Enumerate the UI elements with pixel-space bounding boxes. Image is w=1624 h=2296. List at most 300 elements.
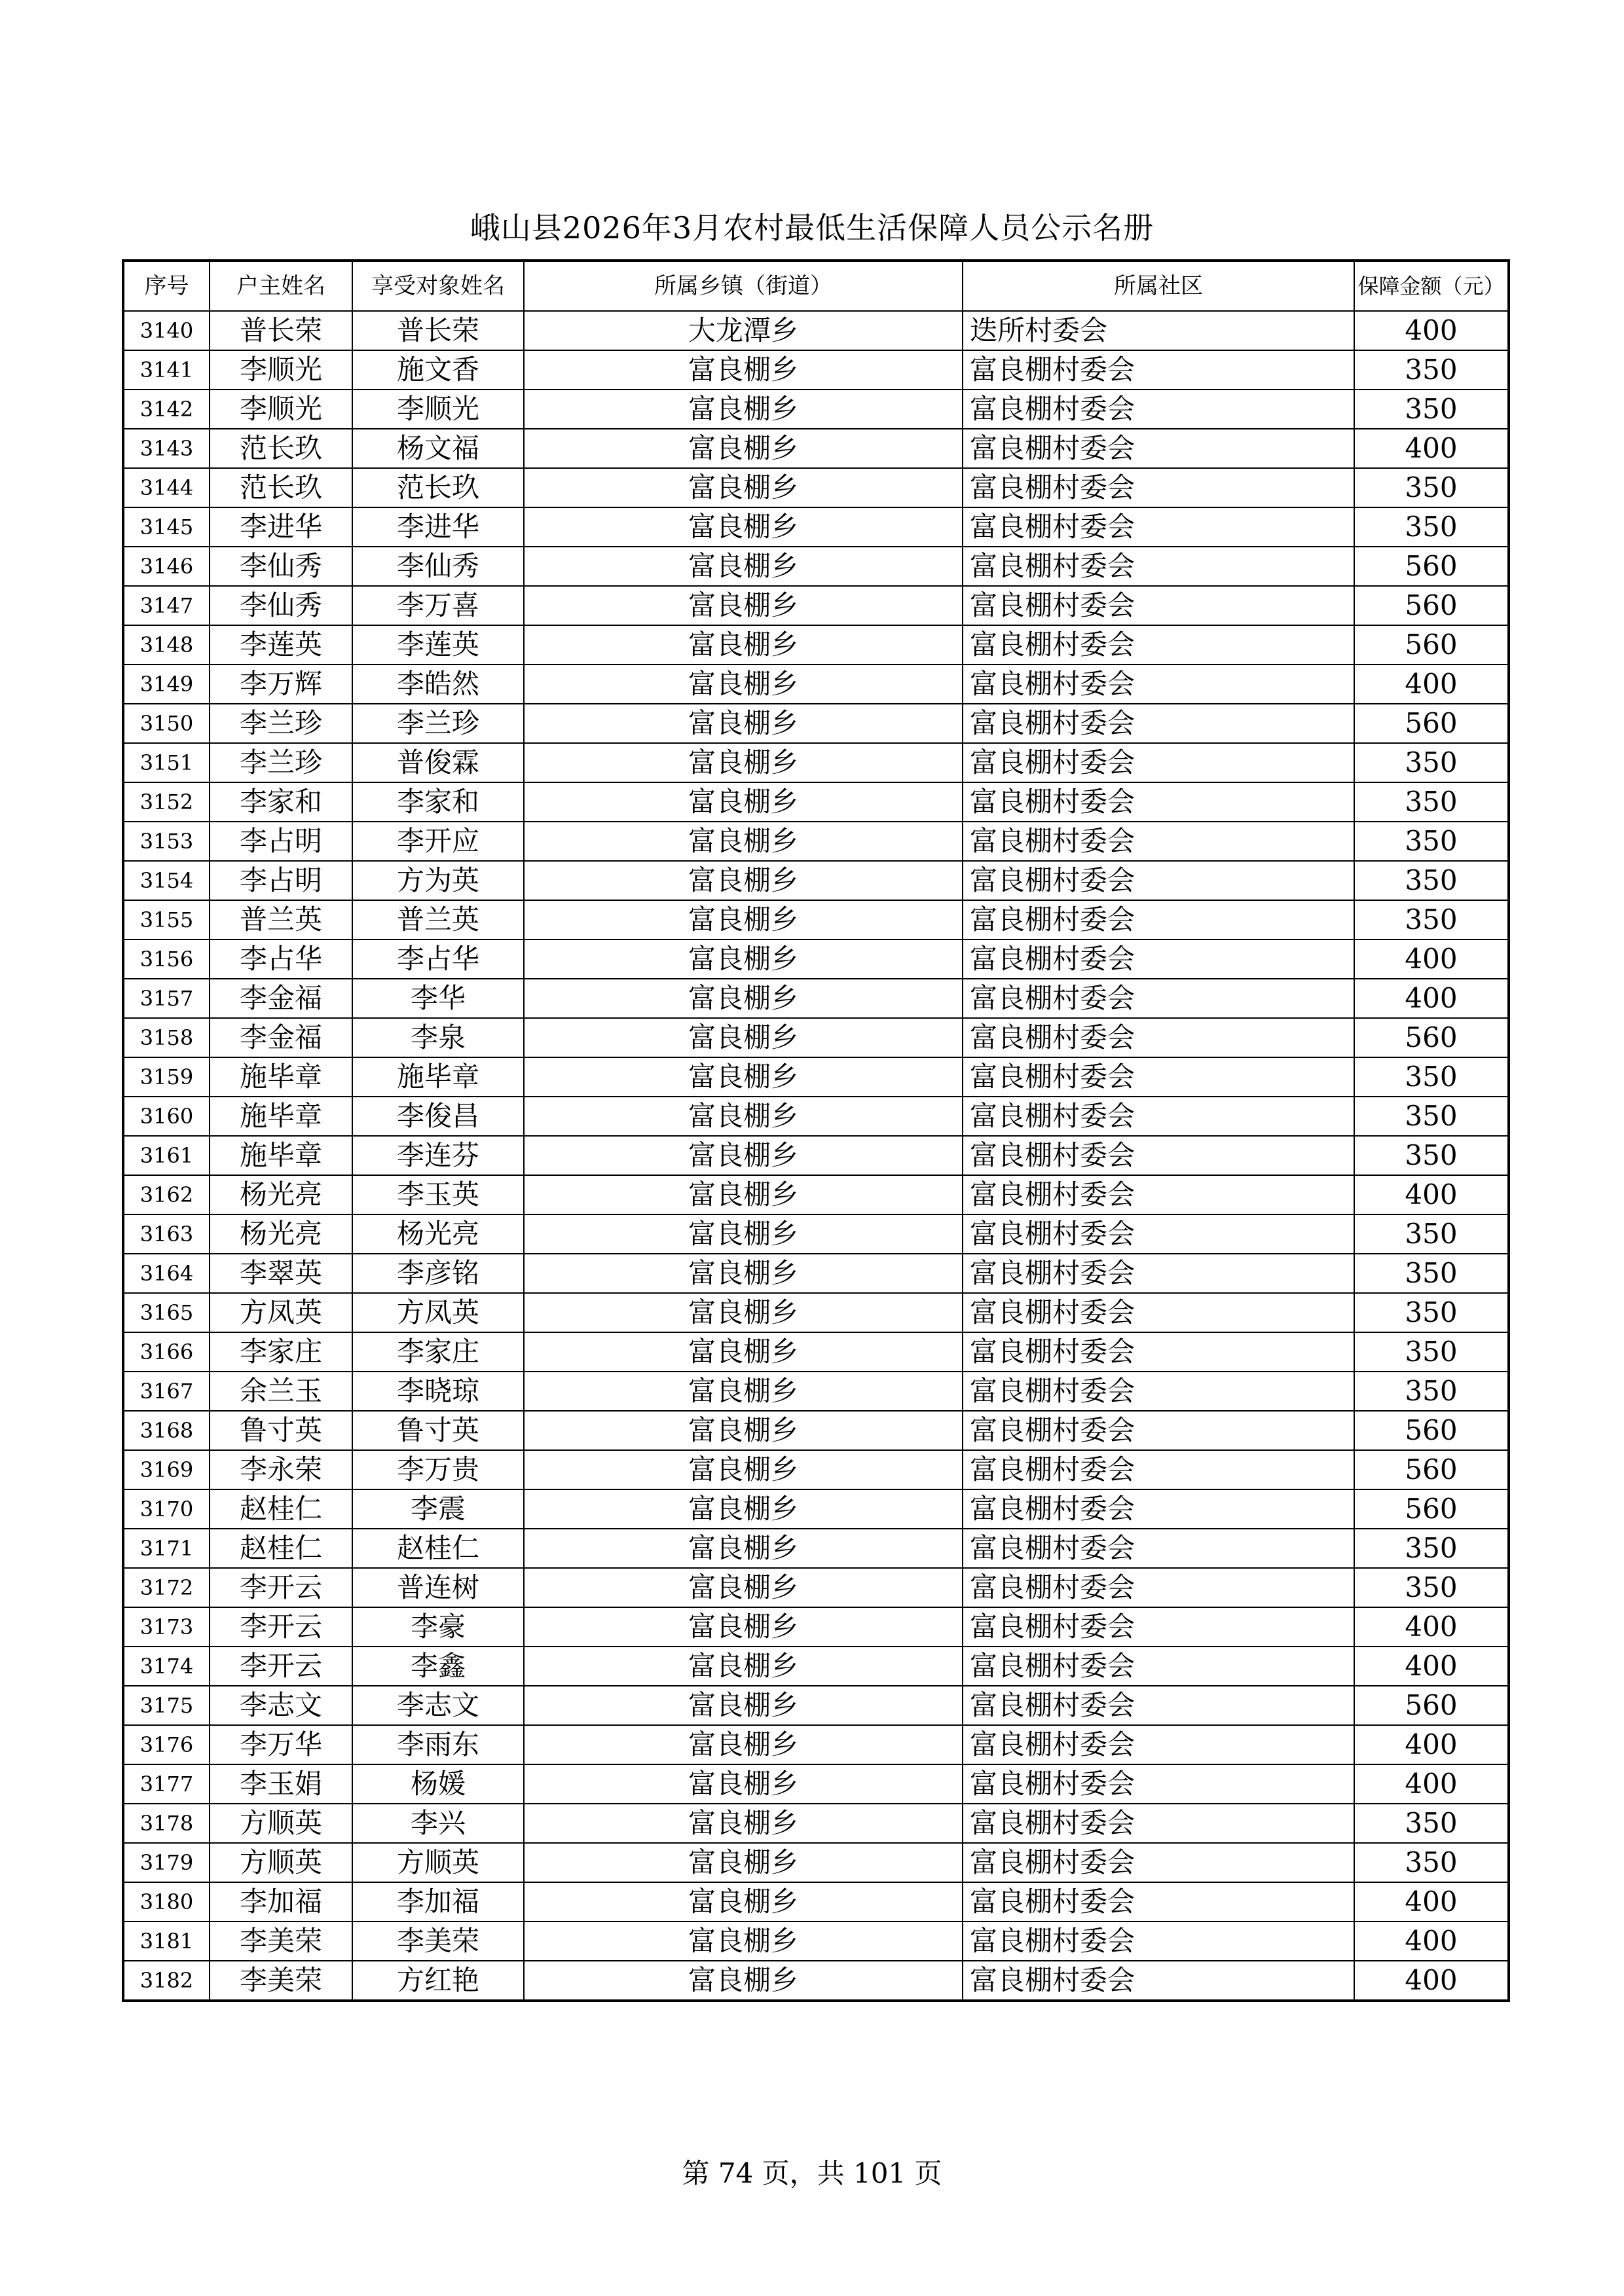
cell-community: 迭所村委会 xyxy=(963,311,1354,350)
cell-community: 富良棚村委会 xyxy=(963,468,1354,507)
cell-seq: 3179 xyxy=(123,1843,210,1882)
cell-amount: 400 xyxy=(1354,665,1509,704)
cell-beneficiary: 李玉英 xyxy=(352,1175,524,1214)
cell-seq: 3143 xyxy=(123,429,210,468)
table-row xyxy=(123,1882,1509,1922)
cell-community: 富良棚村委会 xyxy=(963,743,1354,782)
cell-community: 富良棚村委会 xyxy=(963,1725,1354,1764)
cell-beneficiary: 李仙秀 xyxy=(352,547,524,586)
cell-seq: 3166 xyxy=(123,1332,210,1372)
cell-beneficiary: 施文香 xyxy=(352,350,524,390)
cell-amount: 400 xyxy=(1354,979,1509,1018)
cell-community: 富良棚村委会 xyxy=(963,1882,1354,1922)
cell-seq: 3145 xyxy=(123,507,210,547)
cell-community: 富良棚村委会 xyxy=(963,1018,1354,1057)
table-row xyxy=(123,1489,1509,1529)
cell-household-head: 李志文 xyxy=(210,1686,352,1725)
cell-amount: 350 xyxy=(1354,1372,1509,1411)
cell-community: 富良棚村委会 xyxy=(963,390,1354,429)
table-row xyxy=(123,1764,1509,1804)
page-title: 峨山县2026年3月农村最低生活保障人员公示名册 xyxy=(470,210,1154,246)
cell-amount: 350 xyxy=(1354,1293,1509,1332)
cell-community: 富良棚村委会 xyxy=(963,1254,1354,1293)
cell-household-head: 施毕章 xyxy=(210,1097,352,1136)
table-row xyxy=(123,429,1509,468)
cell-township: 富良棚乡 xyxy=(524,1568,963,1607)
table-row xyxy=(123,1804,1509,1843)
cell-community: 富良棚村委会 xyxy=(963,1804,1354,1843)
table-row xyxy=(123,1372,1509,1411)
cell-amount: 400 xyxy=(1354,1882,1509,1922)
cell-community: 富良棚村委会 xyxy=(963,1607,1354,1647)
cell-seq: 3178 xyxy=(123,1804,210,1843)
cell-household-head: 李金福 xyxy=(210,979,352,1018)
table-row xyxy=(123,390,1509,429)
cell-household-head: 方顺英 xyxy=(210,1843,352,1882)
cell-township: 富良棚乡 xyxy=(524,1293,963,1332)
table-body xyxy=(123,311,1509,2001)
cell-township: 富良棚乡 xyxy=(524,979,963,1018)
cell-seq: 3175 xyxy=(123,1686,210,1725)
cell-seq: 3150 xyxy=(123,704,210,743)
cell-community: 富良棚村委会 xyxy=(963,625,1354,665)
cell-seq: 3159 xyxy=(123,1057,210,1097)
cell-community: 富良棚村委会 xyxy=(963,507,1354,547)
table-row xyxy=(123,1018,1509,1057)
cell-household-head: 鲁寸英 xyxy=(210,1411,352,1450)
cell-beneficiary: 方凤英 xyxy=(352,1293,524,1332)
table-row xyxy=(123,743,1509,782)
cell-amount: 560 xyxy=(1354,1411,1509,1450)
cell-community: 富良棚村委会 xyxy=(963,1411,1354,1450)
cell-township: 富良棚乡 xyxy=(524,390,963,429)
cell-household-head: 李万华 xyxy=(210,1725,352,1764)
cell-community: 富良棚村委会 xyxy=(963,1214,1354,1254)
header-row xyxy=(123,261,1509,311)
cell-household-head: 李美荣 xyxy=(210,1961,352,2001)
cell-beneficiary: 赵桂仁 xyxy=(352,1529,524,1568)
cell-amount: 350 xyxy=(1354,822,1509,861)
cell-amount: 350 xyxy=(1354,507,1509,547)
cell-amount: 350 xyxy=(1354,743,1509,782)
cell-township: 富良棚乡 xyxy=(524,1018,963,1057)
cell-amount: 560 xyxy=(1354,1489,1509,1529)
cell-seq: 3158 xyxy=(123,1018,210,1057)
cell-community: 富良棚村委会 xyxy=(963,1843,1354,1882)
cell-amount: 350 xyxy=(1354,1843,1509,1882)
cell-household-head: 李翠英 xyxy=(210,1254,352,1293)
cell-community: 富良棚村委会 xyxy=(963,1057,1354,1097)
cell-township: 富良棚乡 xyxy=(524,1057,963,1097)
cell-beneficiary: 杨光亮 xyxy=(352,1214,524,1254)
table-row xyxy=(123,1332,1509,1372)
cell-household-head: 李开云 xyxy=(210,1647,352,1686)
cell-community: 富良棚村委会 xyxy=(963,704,1354,743)
column-header-beneficiary: 享受对象姓名 xyxy=(352,261,524,311)
cell-household-head: 李永荣 xyxy=(210,1450,352,1489)
cell-community: 富良棚村委会 xyxy=(963,1961,1354,2001)
table-row xyxy=(123,1647,1509,1686)
cell-township: 富良棚乡 xyxy=(524,1882,963,1922)
table-row xyxy=(123,1961,1509,2001)
cell-household-head: 李万辉 xyxy=(210,665,352,704)
column-header-amount: 保障金额（元） xyxy=(1354,261,1509,311)
cell-beneficiary: 李兴 xyxy=(352,1804,524,1843)
cell-amount: 350 xyxy=(1354,1804,1509,1843)
cell-beneficiary: 普长荣 xyxy=(352,311,524,350)
cell-township: 富良棚乡 xyxy=(524,429,963,468)
cell-household-head: 方凤英 xyxy=(210,1293,352,1332)
cell-amount: 350 xyxy=(1354,900,1509,939)
cell-amount: 560 xyxy=(1354,586,1509,625)
cell-community: 富良棚村委会 xyxy=(963,665,1354,704)
cell-township: 富良棚乡 xyxy=(524,1961,963,2001)
cell-community: 富良棚村委会 xyxy=(963,429,1354,468)
table-row xyxy=(123,507,1509,547)
cell-community: 富良棚村委会 xyxy=(963,1450,1354,1489)
cell-township: 富良棚乡 xyxy=(524,468,963,507)
cell-household-head: 李家庄 xyxy=(210,1332,352,1372)
cell-household-head: 李玉娟 xyxy=(210,1764,352,1804)
cell-household-head: 李顺光 xyxy=(210,350,352,390)
cell-beneficiary: 方顺英 xyxy=(352,1843,524,1882)
cell-beneficiary: 方红艳 xyxy=(352,1961,524,2001)
cell-seq: 3173 xyxy=(123,1607,210,1647)
cell-community: 富良棚村委会 xyxy=(963,1293,1354,1332)
cell-seq: 3162 xyxy=(123,1175,210,1214)
cell-beneficiary: 杨文福 xyxy=(352,429,524,468)
table-row xyxy=(123,1843,1509,1882)
table-row xyxy=(123,1214,1509,1254)
cell-community: 富良棚村委会 xyxy=(963,822,1354,861)
cell-township: 富良棚乡 xyxy=(524,861,963,900)
table-row xyxy=(123,1136,1509,1175)
table-row xyxy=(123,1607,1509,1647)
cell-township: 富良棚乡 xyxy=(524,1922,963,1961)
cell-seq: 3155 xyxy=(123,900,210,939)
cell-beneficiary: 李豪 xyxy=(352,1607,524,1647)
cell-township: 富良棚乡 xyxy=(524,625,963,665)
cell-seq: 3170 xyxy=(123,1489,210,1529)
cell-seq: 3151 xyxy=(123,743,210,782)
cell-seq: 3144 xyxy=(123,468,210,507)
cell-seq: 3182 xyxy=(123,1961,210,2001)
column-header-community: 所属社区 xyxy=(963,261,1354,311)
cell-household-head: 施毕章 xyxy=(210,1057,352,1097)
cell-household-head: 李顺光 xyxy=(210,390,352,429)
cell-household-head: 李莲英 xyxy=(210,625,352,665)
cell-beneficiary: 李华 xyxy=(352,979,524,1018)
cell-beneficiary: 李连芬 xyxy=(352,1136,524,1175)
cell-community: 富良棚村委会 xyxy=(963,350,1354,390)
cell-household-head: 余兰玉 xyxy=(210,1372,352,1411)
cell-amount: 350 xyxy=(1354,468,1509,507)
cell-beneficiary: 鲁寸英 xyxy=(352,1411,524,1450)
cell-beneficiary: 普俊霖 xyxy=(352,743,524,782)
cell-township: 富良棚乡 xyxy=(524,586,963,625)
cell-beneficiary: 李晓琼 xyxy=(352,1372,524,1411)
cell-amount: 560 xyxy=(1354,625,1509,665)
cell-amount: 400 xyxy=(1354,1764,1509,1804)
table-row xyxy=(123,1568,1509,1607)
page-number-footer: 第 74 页，共 101 页 xyxy=(682,2157,942,2189)
cell-household-head: 李开云 xyxy=(210,1607,352,1647)
cell-seq: 3176 xyxy=(123,1725,210,1764)
cell-household-head: 李占华 xyxy=(210,939,352,979)
cell-household-head: 范长玖 xyxy=(210,468,352,507)
cell-township: 富良棚乡 xyxy=(524,900,963,939)
cell-household-head: 普长荣 xyxy=(210,311,352,350)
cell-seq: 3156 xyxy=(123,939,210,979)
table-row xyxy=(123,1450,1509,1489)
cell-beneficiary: 普连树 xyxy=(352,1568,524,1607)
cell-township: 富良棚乡 xyxy=(524,1607,963,1647)
cell-amount: 560 xyxy=(1354,547,1509,586)
cell-amount: 400 xyxy=(1354,429,1509,468)
cell-household-head: 李进华 xyxy=(210,507,352,547)
cell-township: 富良棚乡 xyxy=(524,1411,963,1450)
roster-table xyxy=(122,259,1510,2002)
table-row xyxy=(123,1254,1509,1293)
cell-township: 富良棚乡 xyxy=(524,1647,963,1686)
cell-township: 富良棚乡 xyxy=(524,1097,963,1136)
cell-community: 富良棚村委会 xyxy=(963,1764,1354,1804)
cell-beneficiary: 李俊昌 xyxy=(352,1097,524,1136)
cell-beneficiary: 李志文 xyxy=(352,1686,524,1725)
cell-seq: 3149 xyxy=(123,665,210,704)
cell-seq: 3165 xyxy=(123,1293,210,1332)
cell-household-head: 杨光亮 xyxy=(210,1175,352,1214)
cell-household-head: 李仙秀 xyxy=(210,586,352,625)
cell-amount: 400 xyxy=(1354,1725,1509,1764)
cell-community: 富良棚村委会 xyxy=(963,547,1354,586)
cell-household-head: 赵桂仁 xyxy=(210,1489,352,1529)
cell-township: 富良棚乡 xyxy=(524,1489,963,1529)
cell-amount: 350 xyxy=(1354,782,1509,822)
cell-community: 富良棚村委会 xyxy=(963,1529,1354,1568)
cell-beneficiary: 李顺光 xyxy=(352,390,524,429)
cell-seq: 3172 xyxy=(123,1568,210,1607)
cell-household-head: 李占明 xyxy=(210,861,352,900)
cell-amount: 400 xyxy=(1354,1175,1509,1214)
cell-beneficiary: 普兰英 xyxy=(352,900,524,939)
cell-township: 富良棚乡 xyxy=(524,704,963,743)
cell-seq: 3160 xyxy=(123,1097,210,1136)
cell-seq: 3181 xyxy=(123,1922,210,1961)
cell-seq: 3153 xyxy=(123,822,210,861)
table-row xyxy=(123,979,1509,1018)
table-row xyxy=(123,350,1509,390)
cell-township: 富良棚乡 xyxy=(524,665,963,704)
table-row xyxy=(123,861,1509,900)
cell-community: 富良棚村委会 xyxy=(963,1372,1354,1411)
cell-household-head: 普兰英 xyxy=(210,900,352,939)
cell-household-head: 李加福 xyxy=(210,1882,352,1922)
table-row xyxy=(123,1686,1509,1725)
cell-household-head: 李仙秀 xyxy=(210,547,352,586)
cell-township: 富良棚乡 xyxy=(524,822,963,861)
cell-amount: 560 xyxy=(1354,1018,1509,1057)
cell-community: 富良棚村委会 xyxy=(963,1175,1354,1214)
cell-amount: 350 xyxy=(1354,1254,1509,1293)
cell-household-head: 范长玖 xyxy=(210,429,352,468)
cell-amount: 400 xyxy=(1354,1922,1509,1961)
cell-township: 富良棚乡 xyxy=(524,1372,963,1411)
cell-seq: 3152 xyxy=(123,782,210,822)
cell-beneficiary: 李鑫 xyxy=(352,1647,524,1686)
cell-beneficiary: 李雨东 xyxy=(352,1725,524,1764)
cell-amount: 560 xyxy=(1354,704,1509,743)
table-row xyxy=(123,900,1509,939)
table-row xyxy=(123,1411,1509,1450)
cell-beneficiary: 李兰珍 xyxy=(352,704,524,743)
cell-household-head: 杨光亮 xyxy=(210,1214,352,1254)
cell-beneficiary: 李家和 xyxy=(352,782,524,822)
cell-seq: 3146 xyxy=(123,547,210,586)
cell-beneficiary: 李加福 xyxy=(352,1882,524,1922)
cell-seq: 3180 xyxy=(123,1882,210,1922)
cell-township: 富良棚乡 xyxy=(524,1529,963,1568)
cell-community: 富良棚村委会 xyxy=(963,1568,1354,1607)
cell-community: 富良棚村委会 xyxy=(963,1647,1354,1686)
table-row xyxy=(123,586,1509,625)
cell-amount: 350 xyxy=(1354,1332,1509,1372)
cell-community: 富良棚村委会 xyxy=(963,1136,1354,1175)
table-row xyxy=(123,1097,1509,1136)
cell-seq: 3177 xyxy=(123,1764,210,1804)
cell-beneficiary: 李万喜 xyxy=(352,586,524,625)
cell-amount: 350 xyxy=(1354,1529,1509,1568)
cell-amount: 350 xyxy=(1354,1097,1509,1136)
cell-amount: 400 xyxy=(1354,1607,1509,1647)
cell-beneficiary: 范长玖 xyxy=(352,468,524,507)
cell-seq: 3148 xyxy=(123,625,210,665)
cell-seq: 3164 xyxy=(123,1254,210,1293)
cell-amount: 400 xyxy=(1354,311,1509,350)
table-row xyxy=(123,665,1509,704)
cell-township: 富良棚乡 xyxy=(524,547,963,586)
cell-township: 富良棚乡 xyxy=(524,1136,963,1175)
cell-community: 富良棚村委会 xyxy=(963,1097,1354,1136)
cell-community: 富良棚村委会 xyxy=(963,782,1354,822)
table-row xyxy=(123,704,1509,743)
cell-township: 富良棚乡 xyxy=(524,939,963,979)
cell-beneficiary: 李万贵 xyxy=(352,1450,524,1489)
cell-amount: 400 xyxy=(1354,939,1509,979)
cell-township: 富良棚乡 xyxy=(524,1175,963,1214)
table-row xyxy=(123,1922,1509,1961)
cell-household-head: 赵桂仁 xyxy=(210,1529,352,1568)
cell-beneficiary: 方为英 xyxy=(352,861,524,900)
table-row xyxy=(123,1057,1509,1097)
cell-household-head: 李兰珍 xyxy=(210,743,352,782)
cell-beneficiary: 李开应 xyxy=(352,822,524,861)
cell-household-head: 李开云 xyxy=(210,1568,352,1607)
table-row xyxy=(123,822,1509,861)
cell-beneficiary: 李彦铭 xyxy=(352,1254,524,1293)
cell-township: 富良棚乡 xyxy=(524,1254,963,1293)
cell-amount: 350 xyxy=(1354,1136,1509,1175)
table-header xyxy=(123,261,1509,311)
cell-community: 富良棚村委会 xyxy=(963,1686,1354,1725)
cell-beneficiary: 李占华 xyxy=(352,939,524,979)
table-row xyxy=(123,625,1509,665)
cell-seq: 3147 xyxy=(123,586,210,625)
cell-amount: 350 xyxy=(1354,350,1509,390)
cell-township: 富良棚乡 xyxy=(524,1686,963,1725)
cell-amount: 350 xyxy=(1354,1057,1509,1097)
cell-amount: 350 xyxy=(1354,1214,1509,1254)
cell-amount: 350 xyxy=(1354,861,1509,900)
cell-seq: 3157 xyxy=(123,979,210,1018)
table-row xyxy=(123,311,1509,350)
cell-household-head: 李兰珍 xyxy=(210,704,352,743)
cell-beneficiary: 李泉 xyxy=(352,1018,524,1057)
cell-township: 富良棚乡 xyxy=(524,1332,963,1372)
cell-township: 富良棚乡 xyxy=(524,1725,963,1764)
table-row xyxy=(123,1529,1509,1568)
cell-amount: 350 xyxy=(1354,390,1509,429)
cell-household-head: 李家和 xyxy=(210,782,352,822)
cell-community: 富良棚村委会 xyxy=(963,861,1354,900)
column-header-seq: 序号 xyxy=(123,261,210,311)
cell-seq: 3169 xyxy=(123,1450,210,1489)
cell-seq: 3140 xyxy=(123,311,210,350)
cell-beneficiary: 李进华 xyxy=(352,507,524,547)
table-row xyxy=(123,1175,1509,1214)
cell-township: 富良棚乡 xyxy=(524,350,963,390)
cell-township: 富良棚乡 xyxy=(524,1764,963,1804)
cell-beneficiary: 李震 xyxy=(352,1489,524,1529)
table-row xyxy=(123,1293,1509,1332)
cell-amount: 560 xyxy=(1354,1450,1509,1489)
cell-community: 富良棚村委会 xyxy=(963,1332,1354,1372)
cell-seq: 3161 xyxy=(123,1136,210,1175)
cell-community: 富良棚村委会 xyxy=(963,1489,1354,1529)
cell-township: 富良棚乡 xyxy=(524,782,963,822)
cell-township: 富良棚乡 xyxy=(524,1843,963,1882)
cell-beneficiary: 杨媛 xyxy=(352,1764,524,1804)
cell-amount: 400 xyxy=(1354,1961,1509,2001)
cell-household-head: 施毕章 xyxy=(210,1136,352,1175)
cell-beneficiary: 李美荣 xyxy=(352,1922,524,1961)
cell-amount: 350 xyxy=(1354,1568,1509,1607)
cell-seq: 3168 xyxy=(123,1411,210,1450)
cell-community: 富良棚村委会 xyxy=(963,1922,1354,1961)
cell-amount: 400 xyxy=(1354,1647,1509,1686)
cell-seq: 3163 xyxy=(123,1214,210,1254)
cell-seq: 3171 xyxy=(123,1529,210,1568)
cell-seq: 3141 xyxy=(123,350,210,390)
cell-township: 富良棚乡 xyxy=(524,1804,963,1843)
cell-community: 富良棚村委会 xyxy=(963,900,1354,939)
table-row xyxy=(123,547,1509,586)
cell-household-head: 方顺英 xyxy=(210,1804,352,1843)
cell-beneficiary: 李皓然 xyxy=(352,665,524,704)
table-row xyxy=(123,782,1509,822)
cell-household-head: 李金福 xyxy=(210,1018,352,1057)
cell-community: 富良棚村委会 xyxy=(963,979,1354,1018)
cell-seq: 3174 xyxy=(123,1647,210,1686)
cell-township: 大龙潭乡 xyxy=(524,311,963,350)
cell-township: 富良棚乡 xyxy=(524,1214,963,1254)
cell-seq: 3142 xyxy=(123,390,210,429)
cell-seq: 3167 xyxy=(123,1372,210,1411)
table-row xyxy=(123,468,1509,507)
cell-beneficiary: 李家庄 xyxy=(352,1332,524,1372)
cell-household-head: 李占明 xyxy=(210,822,352,861)
cell-household-head: 李美荣 xyxy=(210,1922,352,1961)
